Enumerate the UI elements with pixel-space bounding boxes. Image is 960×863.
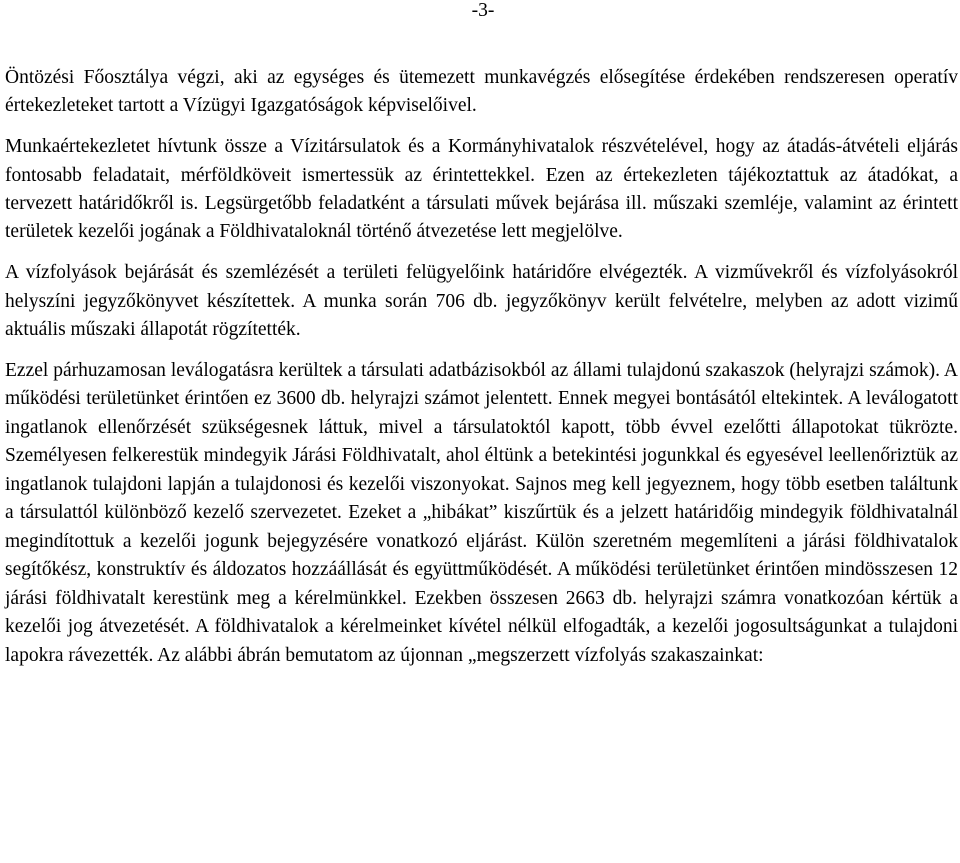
- paragraph-intro: Öntözési Főosztálya végzi, aki az egységes és ütemezett munkavégzés elősegítése érdekében rendszeresen operatív értekezleteket tartott a Vízügyi Igazgatóságok képviselőivel.: [5, 67, 958, 117]
- paragraph-inspection: A vízfolyások bejárását és szemlézését a területi felügyelőink határidőre elvégezték. A vizművekről és vízfolyásokról helyszíni jegyzőkönyvet készítettek. A munka során 706 db. jegyzőkönyv került felvételre, melyben az adott vizimű aktuális műszaki állapotát rögzítették.: [5, 262, 958, 341]
- page-number: -3-: [471, 0, 495, 21]
- paragraph-land-registry: Ezzel párhuzamosan leválogatásra kerültek a társulati adatbázisokból az állami tulajdonú szakaszok (helyrajzi számok). A működési területünket érintően ez 3600 db. helyrajzi számot jelentett. Ennek megyei bontásától eltekintek. A leválogatott ingatlanok ellenőrzését szükségesnek láttuk, mivel a társulatoktól kapott, több évvel ezelőtti állapotokat tükrözte. Személyesen felkerestük mindegyik Járási Földhivatalt, ahol éltünk a betekintési jogunkkal és egyesével leellenőriztük az ingatlanok tulajdoni lapján a tulajdonosi és kezelői viszonyokat. Sajnos meg kell jegyeznem, hogy több esetben találtunk a társulattól különböző kezelő szervezetet. Ezeket a „hibákat” kiszűrtük és a jelzett határidőig mindegyik földhivatalnál megindítottuk a kezelői jogunk bejegyzésére vonatkozó eljárást. Külön szeretném megemlíteni a járási földhivatalok segítőkész, konstruktív és áldozatos hozzáállását és együttműködését. A működési területünket érintően mindösszesen 12 járási földhivatalt kerestünk meg a kérelmünkkel. Ezekben összesen 2663 db. helyrajzi számra vonatkozóan kértük a kezelői jog átvezetését. A földhivatalok a kérelmeinket kívétel nélkül elfogadták, a kezelői jogosultságunkat a tulajdoni lapokra rávezették. Az alábbi ábrán bemutatom az újonnan „megszerzett vízfolyás szakaszainkat:: [5, 359, 958, 666]
- document-page: [5, 0, 960, 863]
- document-body: [5, 64, 958, 670]
- paragraph-meeting: Munkaértekezletet hívtunk össze a Vízitársulatok és a Kormányhivatalok részvételével, hogy az átadás-átvételi eljárás fontosabb feladatait, mérföldköveit ismertessük az érintettekkel. Ezen az értekezleten tájékoztattuk az átadókat, a tervezett határidőkről is. Legsürgetőbb feladatként a társulati művek bejárása ill. műszaki szemléje, valamint az érintett területek kezelői jogának a Földhivataloknál történő átvezetése lett megjelölve.: [5, 136, 958, 243]
